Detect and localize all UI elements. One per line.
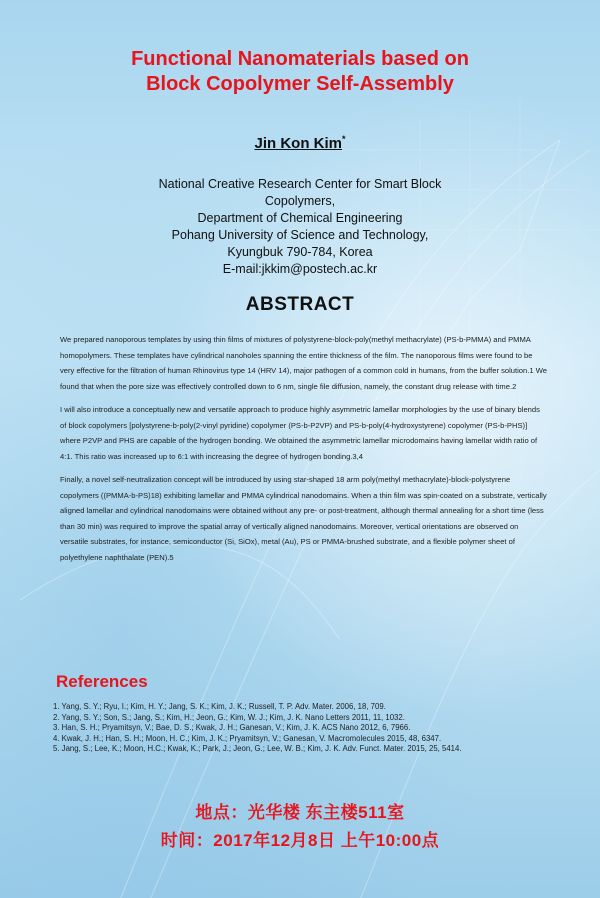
affiliation-line: National Creative Research Center for Smart Block <box>158 177 442 191</box>
affiliation <box>0 176 600 278</box>
title-line-1: Functional Nanomaterials based on <box>131 48 469 70</box>
reference-item: 4. Kwak, J. H.; Han, S. H.; Moon, H. C.; Kim, J. K.; Pryamitsyn, V.; Ganesan, V. Macromolecules 2015, 48, 6347. <box>53 733 442 743</box>
reference-item: 3. Han, S. H.; Pryamitsyn, V.; Bae, D. S.; Kwak, J. H.; Ganesan, V.; Kim, J. K. ACS Nano 2012, 6, 7966. <box>53 723 411 732</box>
abstract-body <box>60 332 548 573</box>
poster-title <box>0 47 600 97</box>
reference-item: 5. Jang, S.; Lee, K.; Moon, H.C.; Kwak, K.; Park, J.; Jeon, G.; Lee, W. B.; Kim, J. K. Adv. Funct. Mater. 2015, 25, 5414. <box>53 744 462 753</box>
email: E-mail:jkkim@postech.ac.kr <box>222 262 378 276</box>
event-location: 地点：光华楼 东主楼511室 <box>195 803 405 822</box>
author-mark: * <box>342 134 346 144</box>
reference-item: 2. Yang, S. Y.; Son, S.; Jang, S.; Kim, H.; Jeon, G.; Kim, W. J.; Kim, J. K. Nano Letters 2011, 11, 1032. <box>53 712 405 722</box>
author <box>0 134 600 152</box>
abstract-paragraph: We prepared nanoporous templates by using thin films of mixtures of polystyrene-block-poly(methyl methacrylate) (PS-b-PMMA) and PMMA homopolymers. These templates have cylindrical nanoholes spanning the entire thickness of the film. The nanoporous films were found to be very effective for the filtration of human Rhinovirus type 14 (HRV 14), major pathogen of a common cold in humans, from the buffer solution.1 We found that when the pore size was effectively controlled down to 6 nm, single file diffusion, namely, the constant drug release with time.2 <box>60 335 547 391</box>
title-line-2: Block Copolymer Self-Assembly <box>146 73 454 95</box>
affiliation-line: Pohang University of Science and Technology, <box>171 228 429 242</box>
reference-item: 1. Yang, S. Y.; Ryu, I.; Kim, H. Y.; Jang, S. K.; Kim, J. K.; Russell, T. P. Adv. Mater. 2006, 18, 709. <box>53 702 386 711</box>
event-time: 时间：2017年12月8日 上午10:00点 <box>160 831 440 850</box>
abstract-heading: ABSTRACT <box>245 294 355 315</box>
references-list <box>53 702 543 755</box>
author-name: Jin Kon Kim <box>254 135 342 152</box>
abstract-paragraph: I will also introduce a conceptually new and versatile approach to produce highly asymmetric lamellar morphologies by the use of binary blends of block copolymers [polystyrene-b-poly(2-vinyl pyridine) copolymer (PS-b-P2VP) and PS-b-poly(4-hydroxystyrene) copolymer (PS-b-PHS)] where P2VP and PHS are capable of the hydrogen bonding. We obtained the asymmetric lamellar microdomains having lamellar width ratio of 4:1. This ratio was increased up to 6:1 with increasing the degree of hydrogen bonding.3,4 <box>60 405 540 461</box>
references-heading: References <box>56 672 148 691</box>
affiliation-line: Kyungbuk 790-784, Korea <box>227 245 373 259</box>
affiliation-line: Department of Chemical Engineering <box>197 211 403 225</box>
affiliation-line: Copolymers, <box>264 194 336 208</box>
abstract-paragraph: Finally, a novel self-neutralization concept will be introduced by using star-shaped 18 arm poly(methyl methacrylate)-block-polystyrene copolymers ((PMMA-b-PS)18) exhibiting lamellar and PMMA cylindrical nanodomains. When a thin film was spin-coated on a substrate, vertically aligned lamellar and cylindrical nanodomains were obtained without any pre- or post-treatment, although thermal annealing for a short time (less than 30 min) was required to improve the spatial array of vertically aligned nanodomains. Moreover, vertical orientations are observed on versatile substrates, for instance, semiconductor (Si, SiOx), metal (Au), PS or PMMA-brushed substrate, and a flexible polymer sheet of polyethylene naphthalate (PEN).5 <box>60 475 547 562</box>
